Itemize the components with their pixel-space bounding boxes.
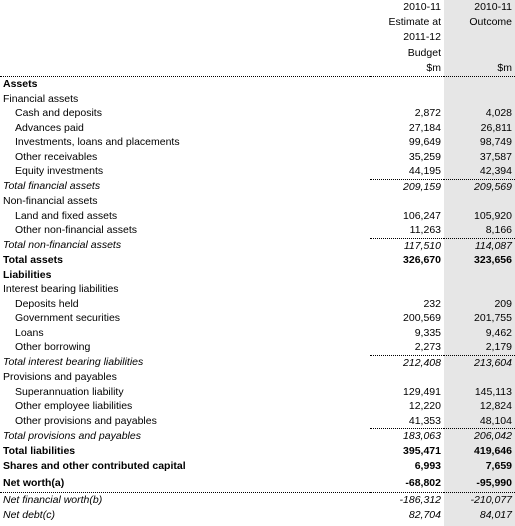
estimate-value: 232 (423, 297, 441, 310)
outcome-value: -95,990 (476, 477, 512, 490)
row-label: Deposits held (15, 297, 79, 310)
estimate-value: 2,273 (414, 341, 441, 354)
estimate-value (370, 282, 444, 297)
row-label: Interest bearing liabilities (3, 283, 119, 296)
estimate-value: 395,471 (403, 444, 441, 457)
row-label: Net worth(a) (3, 477, 65, 490)
estimate-value: 183,063 (370, 429, 444, 444)
table-row (0, 209, 515, 224)
outcome-value (444, 92, 515, 107)
row-label: Equity investments (15, 165, 104, 178)
row-label: Non-financial assets (3, 195, 98, 208)
table-row (0, 475, 515, 493)
outcome-value: 201,755 (474, 312, 512, 325)
estimate-value: 99,649 (408, 136, 441, 149)
estimate-value: 11,263 (409, 224, 441, 237)
row-label: Land and fixed assets (15, 209, 118, 222)
outcome-value: 2,179 (485, 341, 512, 354)
table-row (0, 282, 515, 297)
row-label: Superannuation liability (15, 385, 124, 398)
row-label: Shares and other contributed capital (3, 460, 186, 473)
outcome-value: 9,462 (485, 326, 512, 339)
row-label: Liabilities (3, 268, 52, 281)
table-row (0, 385, 515, 400)
header-outcome-line: 2010-11 (474, 1, 512, 13)
table-row (0, 106, 515, 121)
estimate-value: 209,159 (370, 179, 444, 194)
outcome-value: 114,087 (444, 238, 515, 253)
row-label: Net financial worth(b) (0, 493, 370, 508)
table-row (0, 508, 515, 523)
estimate-value: 44,195 (408, 165, 441, 178)
table-row (0, 444, 515, 459)
table-row (0, 150, 515, 165)
estimate-value (370, 77, 444, 92)
outcome-value: -210,077 (444, 493, 515, 508)
table-row (0, 92, 515, 107)
header-label-cell (0, 46, 370, 61)
outcome-value: 48,104 (479, 414, 512, 427)
header-row (0, 46, 515, 61)
header-label-cell (0, 0, 370, 15)
header-outcome-unit: $m (444, 61, 515, 77)
row-label: Net debt(c) (3, 508, 55, 521)
table-row (0, 179, 515, 194)
outcome-value: 12,824 (479, 400, 512, 413)
header-row (0, 30, 515, 45)
header-estimate-line: 2010-11 (403, 1, 441, 13)
row-label: Other employee liabilities (15, 400, 133, 413)
row-label: Total non-financial assets (3, 239, 122, 252)
estimate-value: 129,491 (403, 385, 441, 398)
outcome-value: 323,656 (474, 254, 512, 267)
estimate-value: 9,335 (414, 326, 441, 339)
header-row (0, 15, 515, 30)
table-row (0, 355, 515, 370)
header-estimate-line: Estimate at (388, 16, 441, 29)
row-label: Total assets (3, 254, 63, 267)
header-row (0, 0, 515, 15)
header-estimate-unit: $m (370, 61, 444, 77)
estimate-value (370, 92, 444, 107)
outcome-value: 209 (494, 297, 512, 310)
table-row (0, 370, 515, 385)
table-row (0, 414, 515, 429)
outcome-value (444, 282, 515, 297)
estimate-value: 2,872 (414, 107, 441, 120)
row-label: Provisions and payables (3, 371, 117, 384)
outcome-value: 42,394 (479, 165, 512, 178)
estimate-value: 35,259 (408, 150, 441, 163)
row-label: Other borrowing (15, 341, 91, 354)
row-label: Total interest bearing liabilities (3, 356, 144, 369)
estimate-value: -186,312 (370, 493, 444, 508)
estimate-value (370, 194, 444, 209)
outcome-value: 7,659 (485, 460, 512, 473)
header-outcome-line (444, 30, 515, 45)
table-row (0, 399, 515, 414)
estimate-value (370, 370, 444, 385)
row-label: Investments, loans and placements (15, 136, 180, 149)
header-label-cell (0, 15, 370, 30)
outcome-value: 37,587 (479, 150, 512, 163)
table-row (0, 268, 515, 283)
estimate-value: 212,408 (370, 355, 444, 370)
estimate-value: 326,670 (403, 254, 441, 267)
table-row (0, 326, 515, 341)
table-row (0, 121, 515, 136)
outcome-value (444, 370, 515, 385)
table-row (0, 77, 515, 92)
header-estimate-line: Budget (407, 46, 441, 59)
outcome-value: 145,113 (474, 385, 512, 398)
header-label-cell (0, 61, 370, 77)
estimate-value: 200,569 (403, 312, 441, 325)
header-outcome-line: Outcome (469, 16, 512, 29)
row-label: Financial assets (3, 92, 79, 105)
table-row (0, 135, 515, 150)
row-label: Other non-financial assets (15, 224, 137, 237)
estimate-value: 106,247 (403, 209, 441, 222)
table-row (0, 493, 515, 508)
outcome-value (444, 77, 515, 92)
table-row (0, 311, 515, 326)
outcome-value: 8,166 (485, 224, 512, 237)
row-label: Total provisions and payables (3, 429, 141, 442)
table-row (0, 458, 515, 475)
table-row (0, 297, 515, 312)
row-label: Assets (3, 78, 38, 91)
estimate-value: 27,184 (408, 121, 441, 134)
header-estimate-line: 2011-12 (403, 31, 441, 44)
outcome-value: 209,569 (444, 179, 515, 194)
table-row (0, 429, 515, 444)
table-row (0, 164, 515, 179)
outcome-value: 206,042 (444, 429, 515, 444)
estimate-value: 41,353 (408, 414, 441, 427)
row-label: Advances paid (15, 121, 84, 134)
table-row (0, 238, 515, 253)
outcome-value: 98,749 (479, 136, 512, 149)
table-row (0, 253, 515, 268)
estimate-value: 12,220 (408, 400, 441, 413)
row-label: Government securities (15, 312, 121, 325)
header-outcome-line (444, 46, 515, 61)
estimate-value: 82,704 (408, 508, 441, 521)
outcome-value: 26,811 (480, 121, 512, 134)
row-label: Other provisions and payables (15, 414, 157, 427)
outcome-value: 213,604 (444, 355, 515, 370)
row-label: Loans (15, 326, 44, 339)
estimate-value: 117,510 (370, 238, 444, 253)
estimate-value (370, 268, 444, 283)
outcome-value: 105,920 (474, 209, 512, 222)
estimate-value: -68,802 (405, 477, 441, 490)
outcome-value: 419,646 (474, 444, 512, 457)
outcome-value: 4,028 (485, 107, 512, 120)
estimate-value: 6,993 (414, 460, 441, 473)
table-row (0, 223, 515, 238)
header-row (0, 61, 515, 77)
outcome-value (444, 268, 515, 283)
row-label: Total liabilities (3, 444, 76, 457)
outcome-value: 84,017 (479, 508, 512, 521)
table-row (0, 340, 515, 355)
outcome-value (444, 194, 515, 209)
row-label: Cash and deposits (15, 107, 102, 120)
header-label-cell (0, 30, 370, 45)
row-label: Total financial assets (3, 180, 101, 193)
table-row (0, 194, 515, 209)
row-label: Other receivables (15, 150, 98, 163)
